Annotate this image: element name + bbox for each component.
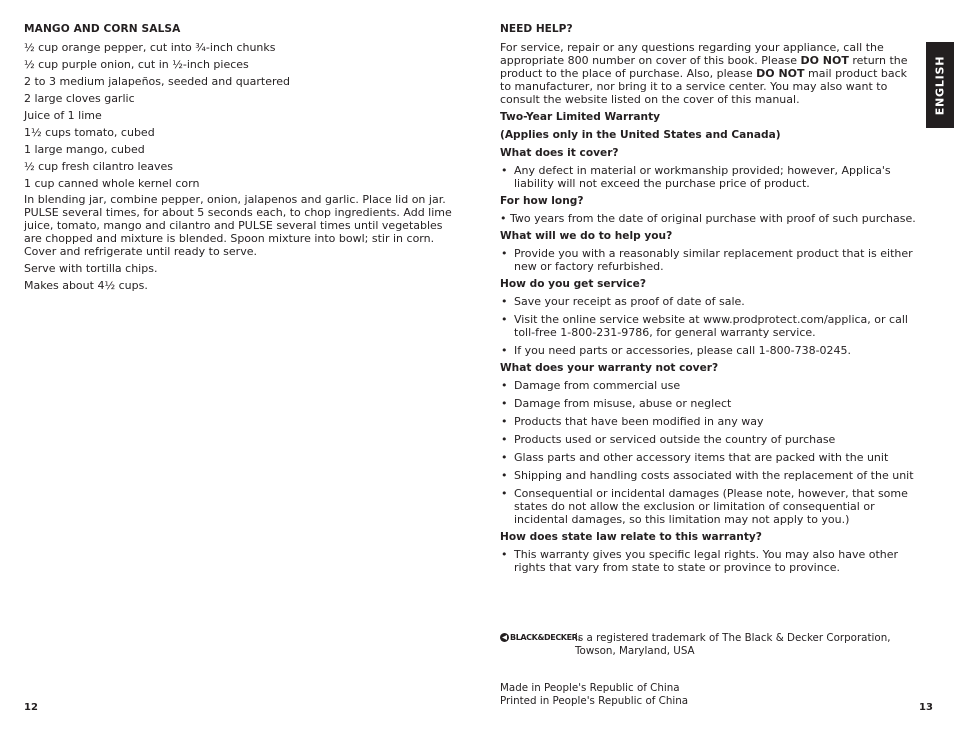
list-item xyxy=(500,433,920,446)
list-item xyxy=(500,397,920,410)
trademark-line: is a registered trademark of The Black & Decker Corporation, xyxy=(575,632,891,644)
ingredient-item: Juice of 1 lime xyxy=(24,109,102,122)
manufacturing-info xyxy=(500,682,688,708)
list-item xyxy=(500,379,920,392)
service-list xyxy=(500,295,920,357)
need-help-text-part: return the product to the place of purchase. Also, please xyxy=(500,54,908,80)
duration-question: For how long? xyxy=(500,195,584,207)
page-number-right: 13 xyxy=(919,702,933,713)
language-tab xyxy=(926,42,954,128)
need-help-heading: NEED HELP? xyxy=(500,23,573,35)
recipe-title: MANGO AND CORN SALSA xyxy=(24,23,181,35)
bullet: • xyxy=(501,548,508,561)
list-item-text: Damage from misuse, abuse or neglect xyxy=(514,397,732,410)
do-not-emphasis: DO NOT xyxy=(756,67,805,80)
list-item-text: Products that have been modified in any way xyxy=(514,415,764,428)
ingredient-item: 2 to 3 medium jalapeños, seeded and quartered xyxy=(24,75,291,88)
list-item xyxy=(500,415,920,428)
printed-in: Printed in People's Republic of China xyxy=(500,695,689,707)
service-question: How do you get service? xyxy=(500,278,646,290)
ingredient-item: 1 large mango, cubed xyxy=(24,143,145,156)
ingredient-item: ½ cup fresh cilantro leaves xyxy=(24,160,174,173)
ingredient-item: 1 cup canned whole kernel corn xyxy=(24,177,200,190)
bullet: • xyxy=(501,469,508,482)
ingredient-item: ½ cup orange pepper, cut into ¾-inch chunks xyxy=(24,41,276,54)
list-item xyxy=(500,487,920,526)
bullet: • xyxy=(501,247,508,260)
list-item-text: Damage from commercial use xyxy=(514,379,681,392)
list-item-text: Consequential or incidental damages (Please note, however, that some states do not allow the exclusion or limitation of consequential or incidental damages, so this limitation may not apply to you.) xyxy=(514,487,908,526)
exclusions-list xyxy=(500,379,920,526)
ingredient-item: 2 large cloves garlic xyxy=(24,92,135,105)
bullet: • xyxy=(501,415,508,428)
list-item-text: Provide you with a reasonably similar replacement product that is either new or factory refurbished. xyxy=(514,247,913,273)
ingredient-item: 1½ cups tomato, cubed xyxy=(24,126,155,139)
list-item-text: If you need parts or accessories, please call 1-800-738-0245. xyxy=(514,344,852,357)
list-item xyxy=(500,344,920,357)
logo-text: BLACK&DECKER. xyxy=(510,633,581,642)
language-tab-label: ENGLISH xyxy=(933,55,947,115)
list-item-text: Visit the online service website at www.prodprotect.com/applica, or call toll-free 1-800-231-9786, for general warranty service. xyxy=(514,313,908,339)
coverage-list xyxy=(500,164,920,190)
list-item xyxy=(500,164,920,190)
bullet: • xyxy=(501,295,508,308)
list-item xyxy=(500,247,920,273)
duration-answer: • Two years from the date of original purchase with proof of such purchase. xyxy=(500,212,916,225)
recipe-serving: Serve with tortilla chips. xyxy=(24,262,158,275)
list-item-text: Shipping and handling costs associated with the replacement of the unit xyxy=(514,469,914,482)
list-item-text: This warranty gives you specific legal rights. You may also have other rights that vary from state to state or province to province. xyxy=(514,548,899,574)
made-in: Made in People's Republic of China xyxy=(500,682,680,694)
help-list xyxy=(500,247,920,273)
warranty-title: Two-Year Limited Warranty xyxy=(500,111,661,123)
coverage-question: What does it cover? xyxy=(500,147,619,159)
do-not-emphasis: DO NOT xyxy=(800,54,849,67)
list-item xyxy=(500,451,920,464)
bullet: • xyxy=(501,487,508,500)
black-decker-logo xyxy=(500,632,580,643)
state-law-list xyxy=(500,548,920,574)
ingredient-list xyxy=(24,40,460,193)
list-item-text: Save your receipt as proof of date of sale. xyxy=(514,295,745,308)
bullet: • xyxy=(501,379,508,392)
trademark-line: Towson, Maryland, USA xyxy=(575,645,695,657)
help-question: What will we do to help you? xyxy=(500,230,673,242)
need-help-text xyxy=(500,41,920,106)
state-law-question: How does state law relate to this warranty? xyxy=(500,531,762,543)
left-page xyxy=(24,23,460,292)
list-item xyxy=(500,295,920,308)
bullet: • xyxy=(501,164,508,177)
recipe-yield: Makes about 4½ cups. xyxy=(24,279,148,292)
trademark-notice xyxy=(500,632,920,658)
need-help-text-part: For service, repair or any questions regarding your appliance, call the appropriate 800 number on cover of this book. Please xyxy=(500,41,884,67)
warranty-scope: (Applies only in the United States and Canada) xyxy=(500,129,781,141)
page-number-left: 12 xyxy=(24,702,38,713)
bullet: • xyxy=(501,397,508,410)
logo-icon xyxy=(500,633,509,642)
need-help-text-part: mail product back to manufacturer, nor bring it to a service center. You may also want to consult the website listed on the cover of this manual. xyxy=(500,67,908,106)
bullet: • xyxy=(501,451,508,464)
list-item xyxy=(500,469,920,482)
list-item-text: Products used or serviced outside the country of purchase xyxy=(514,433,836,446)
list-item xyxy=(500,313,920,339)
list-item-text: Glass parts and other accessory items that are packed with the unit xyxy=(514,451,889,464)
right-page xyxy=(500,23,920,579)
list-item xyxy=(500,548,920,574)
bullet: • xyxy=(501,344,508,357)
recipe-instructions: In blending jar, combine pepper, onion, jalapenos and garlic. Place lid on jar. PULSE several times, for about 5 seconds each, to chop ingredients. Add lime juice, tomato, mango and cilantro and PULSE several times until vegetables are chopped and mixture is blended. Spoon mixture into bowl; stir in corn. Cover and refrigerate until ready to serve. xyxy=(24,193,452,258)
bullet: • xyxy=(501,433,508,446)
ingredient-item: ½ cup purple onion, cut in ½-inch pieces xyxy=(24,58,249,71)
list-item-text: Any defect in material or workmanship provided; however, Applica's liability will not exceed the purchase price of product. xyxy=(514,164,891,190)
bullet: • xyxy=(501,313,508,326)
exclusions-question: What does your warranty not cover? xyxy=(500,362,719,374)
